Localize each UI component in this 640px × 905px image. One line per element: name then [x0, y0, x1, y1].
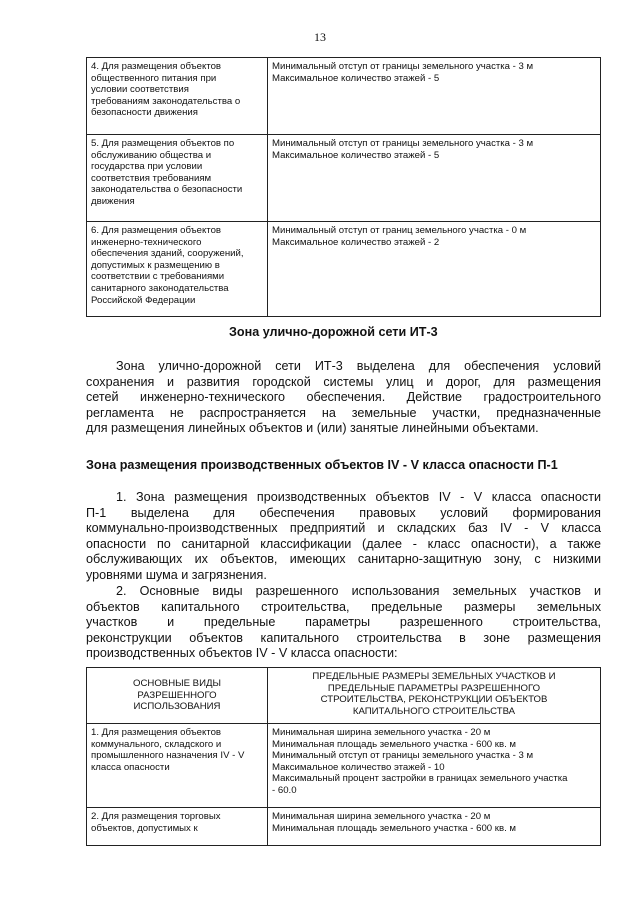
paragraph-p1-2	[86, 584, 601, 662]
use-cell	[87, 222, 268, 317]
cell-line: 5. Для размещения объектов по	[91, 138, 235, 149]
text-line: производственных объектов IV - V класса опасности:	[86, 646, 398, 661]
text-line: П-1 выделена для обеспечения правовых условий формирования	[86, 505, 601, 520]
text-line: 2. Основные виды разрешенного использования земельных участков и	[116, 584, 601, 598]
cell-line: объектов, допустимых к	[91, 822, 198, 834]
use-cell	[87, 808, 268, 846]
cell-line: допустимых к размещению в	[91, 259, 220, 271]
table-row	[87, 58, 601, 135]
paragraph-it3	[86, 359, 601, 437]
params-cell	[268, 808, 601, 846]
params-cell	[268, 58, 601, 135]
table-row	[87, 135, 601, 222]
cell-line: Минимальный отступ от границы земельного участка - 3 м	[272, 138, 534, 149]
cell-line: Российской Федерации	[91, 294, 196, 306]
cell-line: Минимальный отступ от границы земельного участка - 3 м	[272, 61, 534, 72]
cell-line: 6. Для размещения объектов	[91, 225, 222, 236]
params-cell	[268, 135, 601, 222]
use-cell	[87, 724, 268, 808]
regulations-table-p1	[86, 667, 601, 846]
cell-line: санитарного законодательства	[91, 282, 229, 294]
text-line: Зона улично-дорожной сети ИТ-3 выделена для обеспечения условий	[116, 359, 601, 373]
cell-line: Минимальный отступ от границ земельного участка - 0 м	[272, 225, 527, 236]
cell-line: Максимальное количество этажей - 5	[272, 149, 440, 161]
text-line: для размещения линейных объектов и (или) занятые линейными объектами.	[86, 421, 539, 436]
paragraph-p1-1	[86, 490, 601, 584]
use-cell	[87, 135, 268, 222]
cell-line: Минимальная ширина земельного участка - 20 м	[272, 811, 491, 822]
cell-line: государства при условии	[91, 161, 203, 173]
use-cell	[87, 58, 268, 135]
cell-line: инженерно-технического	[91, 236, 202, 248]
regulations-table-continued	[86, 57, 601, 317]
cell-line: промышленного назначения IV - V	[91, 750, 245, 762]
table-header-row	[87, 668, 601, 724]
page-number: 13	[314, 30, 326, 44]
cell-line: ИСПОЛЬЗОВАНИЯ	[133, 701, 221, 713]
text-line: опасности по санитарной классификации (далее - класс опасности), а также	[86, 536, 601, 551]
header-cell-params	[268, 668, 601, 724]
cell-line: условии соответствия	[91, 84, 189, 96]
cell-line: Максимальный процент застройки в границах земельного участка	[272, 773, 568, 785]
cell-line: Минимальная ширина земельного участка - 20 м	[272, 727, 491, 738]
cell-line: соответствии с требованиями	[91, 271, 225, 283]
cell-line: Максимальное количество этажей - 5	[272, 72, 440, 84]
text-line: сетей инженерно-технического обеспечения. Действие градостроительного	[86, 390, 601, 405]
text-line: уровнями шума и загрязнения.	[86, 567, 267, 582]
text-line: участков и предельные параметры разрешенного строительства,	[86, 615, 601, 630]
cell-line: СТРОИТЕЛЬСТВА, РЕКОНСТРУКЦИИ ОБЪЕКТОВ	[320, 694, 548, 706]
cell-line: Минимальная площадь земельного участка - 600 кв. м	[272, 738, 516, 750]
section-heading-p1: Зона размещения производственных объектов IV - V класса опасности П-1	[86, 458, 558, 472]
cell-line: коммунального, складского и	[91, 738, 222, 750]
cell-line: ПРЕДЕЛЬНЫЕ РАЗМЕРЫ ЗЕМЕЛЬНЫХ УЧАСТКОВ И	[312, 671, 556, 682]
cell-line: класса опасности	[91, 761, 170, 773]
params-cell	[268, 724, 601, 808]
cell-line: Минимальная площадь земельного участка - 600 кв. м	[272, 822, 516, 834]
cell-line: Максимальное количество этажей - 2	[272, 236, 440, 248]
cell-line: - 60.0	[272, 784, 297, 796]
cell-line: 1. Для размещения объектов	[91, 727, 222, 738]
cell-line: Минимальный отступ от границы земельного участка - 3 м	[272, 750, 534, 762]
table-row	[87, 222, 601, 317]
cell-line: требованиям законодательства о	[91, 95, 241, 107]
table-row	[87, 808, 601, 846]
cell-line: ОСНОВНЫЕ ВИДЫ	[133, 678, 221, 690]
cell-line: Максимальное количество этажей - 10	[272, 761, 445, 773]
cell-line: обслуживанию общества и	[91, 149, 212, 161]
section-heading-it3: Зона улично-дорожной сети ИТ-3	[229, 325, 438, 339]
cell-line: законодательства о безопасности	[91, 184, 243, 196]
text-line: регламента не распространяется на земельные участки, предназначенные	[86, 405, 601, 420]
text-line: коммунально-производственных предприятий и складских баз IV - V класса	[86, 521, 601, 536]
params-cell	[268, 222, 601, 317]
cell-line: обеспечения зданий, сооружений,	[91, 248, 244, 260]
text-line: сохранения и развития городской системы улиц и дорог, для размещения	[86, 374, 601, 389]
cell-line: 4. Для размещения объектов	[91, 61, 222, 72]
cell-line: соответствия требованиям	[91, 172, 212, 184]
text-line: 1. Зона размещения производственных объектов IV - V класса опасности	[116, 490, 601, 504]
cell-line: ПРЕДЕЛЬНЫЕ ПАРАМЕТРЫ РАЗРЕШЕННОГО	[327, 682, 541, 694]
text-line: реконструкции объектов капитального строительства в зоне размещения	[86, 630, 601, 645]
cell-line: общественного питания при	[91, 72, 217, 84]
cell-line: 2. Для размещения торговых	[91, 811, 221, 822]
cell-line: КАПИТАЛЬНОГО СТРОИТЕЛЬСТВА	[352, 705, 516, 717]
text-line: обслуживающих их объектов, имеющих санитарно-защитную зону, с низкими	[86, 552, 601, 567]
cell-line: движения	[91, 195, 135, 207]
table-row	[87, 724, 601, 808]
cell-line: РАЗРЕШЕННОГО	[137, 689, 217, 701]
text-line: объектов капитального строительства, предельные размеры земельных	[86, 599, 601, 614]
header-cell-use	[87, 668, 268, 724]
cell-line: безопасности движения	[91, 107, 198, 119]
